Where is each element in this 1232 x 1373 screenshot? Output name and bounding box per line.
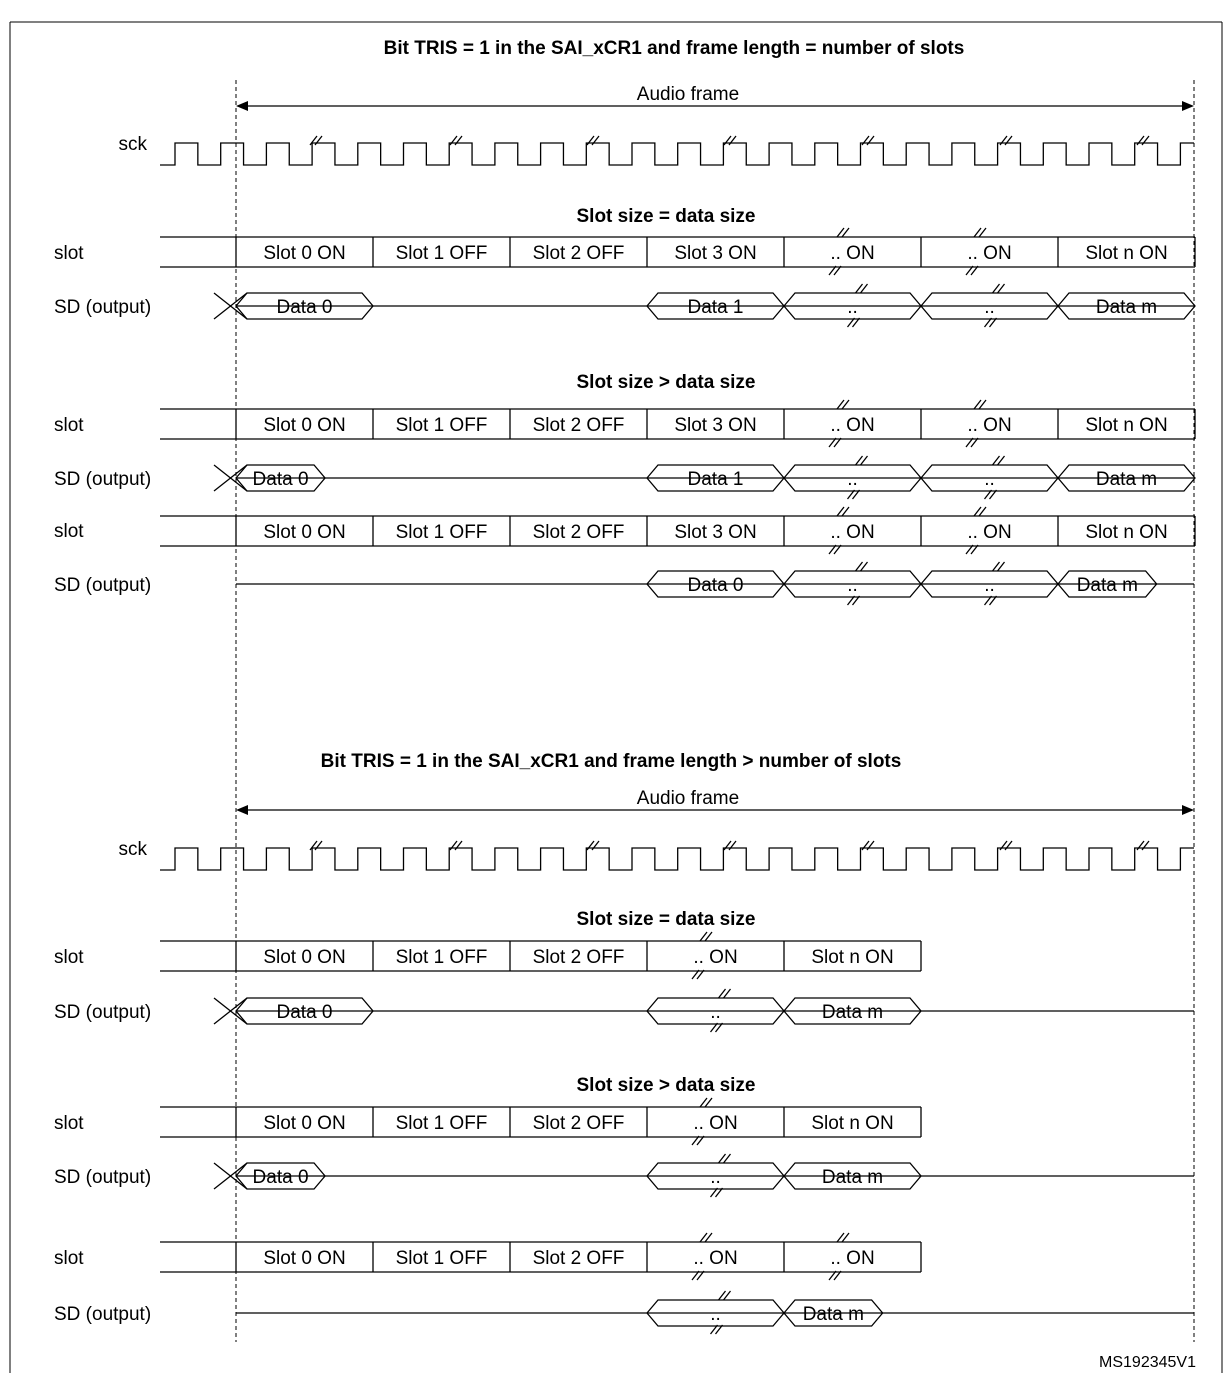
slot-cell-label: Slot 0 ON	[263, 1113, 346, 1134]
slot-cell-label: Slot 3 ON	[674, 522, 757, 543]
sd-row-label: SD (output)	[54, 297, 152, 318]
break-mark	[719, 1154, 731, 1163]
data-box-label: Data 1	[687, 469, 744, 490]
data-box-label: ..	[984, 575, 995, 596]
data-box-label: Data m	[821, 1002, 884, 1023]
arrow-head-left	[236, 805, 248, 815]
sd-output-row	[236, 1291, 1194, 1334]
slot-cell-label: Slot 0 ON	[263, 947, 346, 968]
slot-row-label: slot	[54, 1248, 84, 1269]
slot-cell-label: Slot n ON	[1085, 243, 1168, 264]
section-frame-greater-than-slots	[54, 751, 1194, 1334]
data-box-label: Data 0	[276, 1002, 333, 1023]
break-mark	[993, 456, 1005, 465]
break-mark	[856, 562, 868, 571]
section-title: Bit TRIS = 1 in the SAI_xCR1 and frame length > number of slots	[320, 751, 902, 772]
slot-cell-label: Slot n ON	[811, 947, 894, 968]
break-mark	[837, 1233, 849, 1242]
slot-cell-label: .. ON	[830, 522, 875, 543]
slot-cell-label: Slot 2 OFF	[532, 243, 625, 264]
slot-row	[160, 1098, 921, 1145]
section-frame-equals-slots	[54, 38, 1195, 605]
slot-row	[160, 228, 1195, 275]
slot-cell-label: Slot n ON	[1085, 415, 1168, 436]
slot-row-label: slot	[54, 521, 84, 542]
sck-label: sck	[118, 134, 147, 155]
clock-trace	[160, 848, 1194, 870]
group-title: Slot size > data size	[576, 372, 756, 393]
break-mark	[837, 507, 849, 516]
data-box-label: Data m	[821, 1167, 884, 1188]
data-box-label: Data 0	[687, 575, 744, 596]
slot-cell-label: Slot 0 ON	[263, 415, 346, 436]
slot-row	[160, 400, 1195, 447]
data-box-label: Data 0	[252, 469, 309, 490]
data-box-label: ..	[847, 297, 858, 318]
section-title: Bit TRIS = 1 in the SAI_xCR1 and frame length = number of slots	[383, 38, 965, 59]
slot-cell-label: .. ON	[967, 522, 1012, 543]
slot-row-label: slot	[54, 1113, 84, 1134]
data-box-label: ..	[847, 575, 858, 596]
group-title: Slot size > data size	[576, 1075, 756, 1096]
arrow-head-right	[1182, 805, 1194, 815]
slot-cell-label: Slot 1 OFF	[395, 243, 488, 264]
slot-cell-label: Slot 2 OFF	[532, 1248, 625, 1269]
sck-clock-waveform	[160, 136, 1194, 165]
data-box-label: Data m	[1076, 575, 1138, 596]
sd-output-row	[214, 1154, 1194, 1197]
arrow-head-right	[1182, 101, 1194, 111]
sd-row-label: SD (output)	[54, 1167, 152, 1188]
data-box-label: Data m	[802, 1304, 864, 1325]
slot-cell-label: Slot 1 OFF	[395, 415, 488, 436]
slot-cell-label: Slot 2 OFF	[532, 522, 625, 543]
data-box-label: ..	[984, 297, 995, 318]
group-title: Slot size = data size	[576, 206, 756, 227]
data-box-label: ..	[710, 1002, 721, 1023]
audio-frame-arrow	[236, 788, 1194, 815]
data-box-label: ..	[984, 469, 995, 490]
audio-frame-label: Audio frame	[636, 788, 740, 809]
slot-cell-label: Slot 1 OFF	[395, 522, 488, 543]
break-mark	[700, 1098, 712, 1107]
slot-cell-label: Slot 3 ON	[674, 415, 757, 436]
sd-row-label: SD (output)	[54, 575, 152, 596]
slot-cell-label: .. ON	[693, 1248, 738, 1269]
slot-cell-label: .. ON	[967, 243, 1012, 264]
break-mark	[993, 284, 1005, 293]
audio-frame-arrow	[236, 84, 1194, 111]
data-box-label: ..	[710, 1304, 721, 1325]
break-mark	[700, 1233, 712, 1242]
break-mark	[837, 400, 849, 409]
arrow-head-left	[236, 101, 248, 111]
slot-cell-label: Slot n ON	[1085, 522, 1168, 543]
sd-output-row	[236, 562, 1194, 605]
slot-row	[160, 932, 921, 979]
break-mark	[856, 456, 868, 465]
data-box-label: Data 1	[687, 297, 744, 318]
data-box-label: Data 0	[276, 297, 333, 318]
data-box-label: ..	[847, 469, 858, 490]
sd-row-label: SD (output)	[54, 1002, 152, 1023]
data-box-label: Data m	[1095, 297, 1158, 318]
sd-output-row	[214, 989, 1194, 1032]
slot-row-label: slot	[54, 243, 84, 264]
sd-output-row	[214, 456, 1195, 499]
break-mark	[856, 284, 868, 293]
slot-cell-label: Slot 2 OFF	[532, 947, 625, 968]
data-box-label: ..	[710, 1167, 721, 1188]
slot-cell-label: .. ON	[967, 415, 1012, 436]
break-mark	[719, 989, 731, 998]
slot-cell-label: .. ON	[830, 243, 875, 264]
slot-row-label: slot	[54, 947, 84, 968]
break-mark	[974, 507, 986, 516]
slot-row-label: slot	[54, 415, 84, 436]
slot-cell-label: Slot 0 ON	[263, 1248, 346, 1269]
slot-cell-label: Slot n ON	[811, 1113, 894, 1134]
slot-row	[160, 1233, 921, 1280]
sd-output-row	[214, 284, 1195, 327]
clock-trace	[160, 143, 1194, 165]
slot-cell-label: Slot 1 OFF	[395, 1113, 488, 1134]
frame-boundary-lines	[236, 80, 1194, 1342]
sd-row-label: SD (output)	[54, 469, 152, 490]
slot-cell-label: Slot 2 OFF	[532, 415, 625, 436]
sd-row-label: SD (output)	[54, 1304, 152, 1325]
break-mark	[719, 1291, 731, 1300]
slot-cell-label: .. ON	[693, 1113, 738, 1134]
slot-cell-label: Slot 3 ON	[674, 243, 757, 264]
slot-cell-label: .. ON	[830, 415, 875, 436]
data-box-label: Data m	[1095, 469, 1158, 490]
slot-cell-label: Slot 2 OFF	[532, 1113, 625, 1134]
slot-cell-label: Slot 0 ON	[263, 243, 346, 264]
slot-cell-label: .. ON	[830, 1248, 875, 1269]
audio-frame-label: Audio frame	[636, 84, 740, 105]
slot-cell-label: .. ON	[693, 947, 738, 968]
slot-cell-label: Slot 1 OFF	[395, 1248, 488, 1269]
break-mark	[993, 562, 1005, 571]
group-title: Slot size = data size	[576, 909, 756, 930]
break-mark	[837, 228, 849, 237]
sck-clock-waveform	[160, 841, 1194, 870]
break-mark	[974, 400, 986, 409]
slot-cell-label: Slot 0 ON	[263, 522, 346, 543]
break-mark	[974, 228, 986, 237]
data-box-label: Data 0	[252, 1167, 309, 1188]
slot-row	[160, 507, 1195, 554]
break-mark	[700, 932, 712, 941]
sck-label: sck	[118, 839, 147, 860]
slot-cell-label: Slot 1 OFF	[395, 947, 488, 968]
figure-code: MS192345V1	[1099, 1354, 1196, 1371]
